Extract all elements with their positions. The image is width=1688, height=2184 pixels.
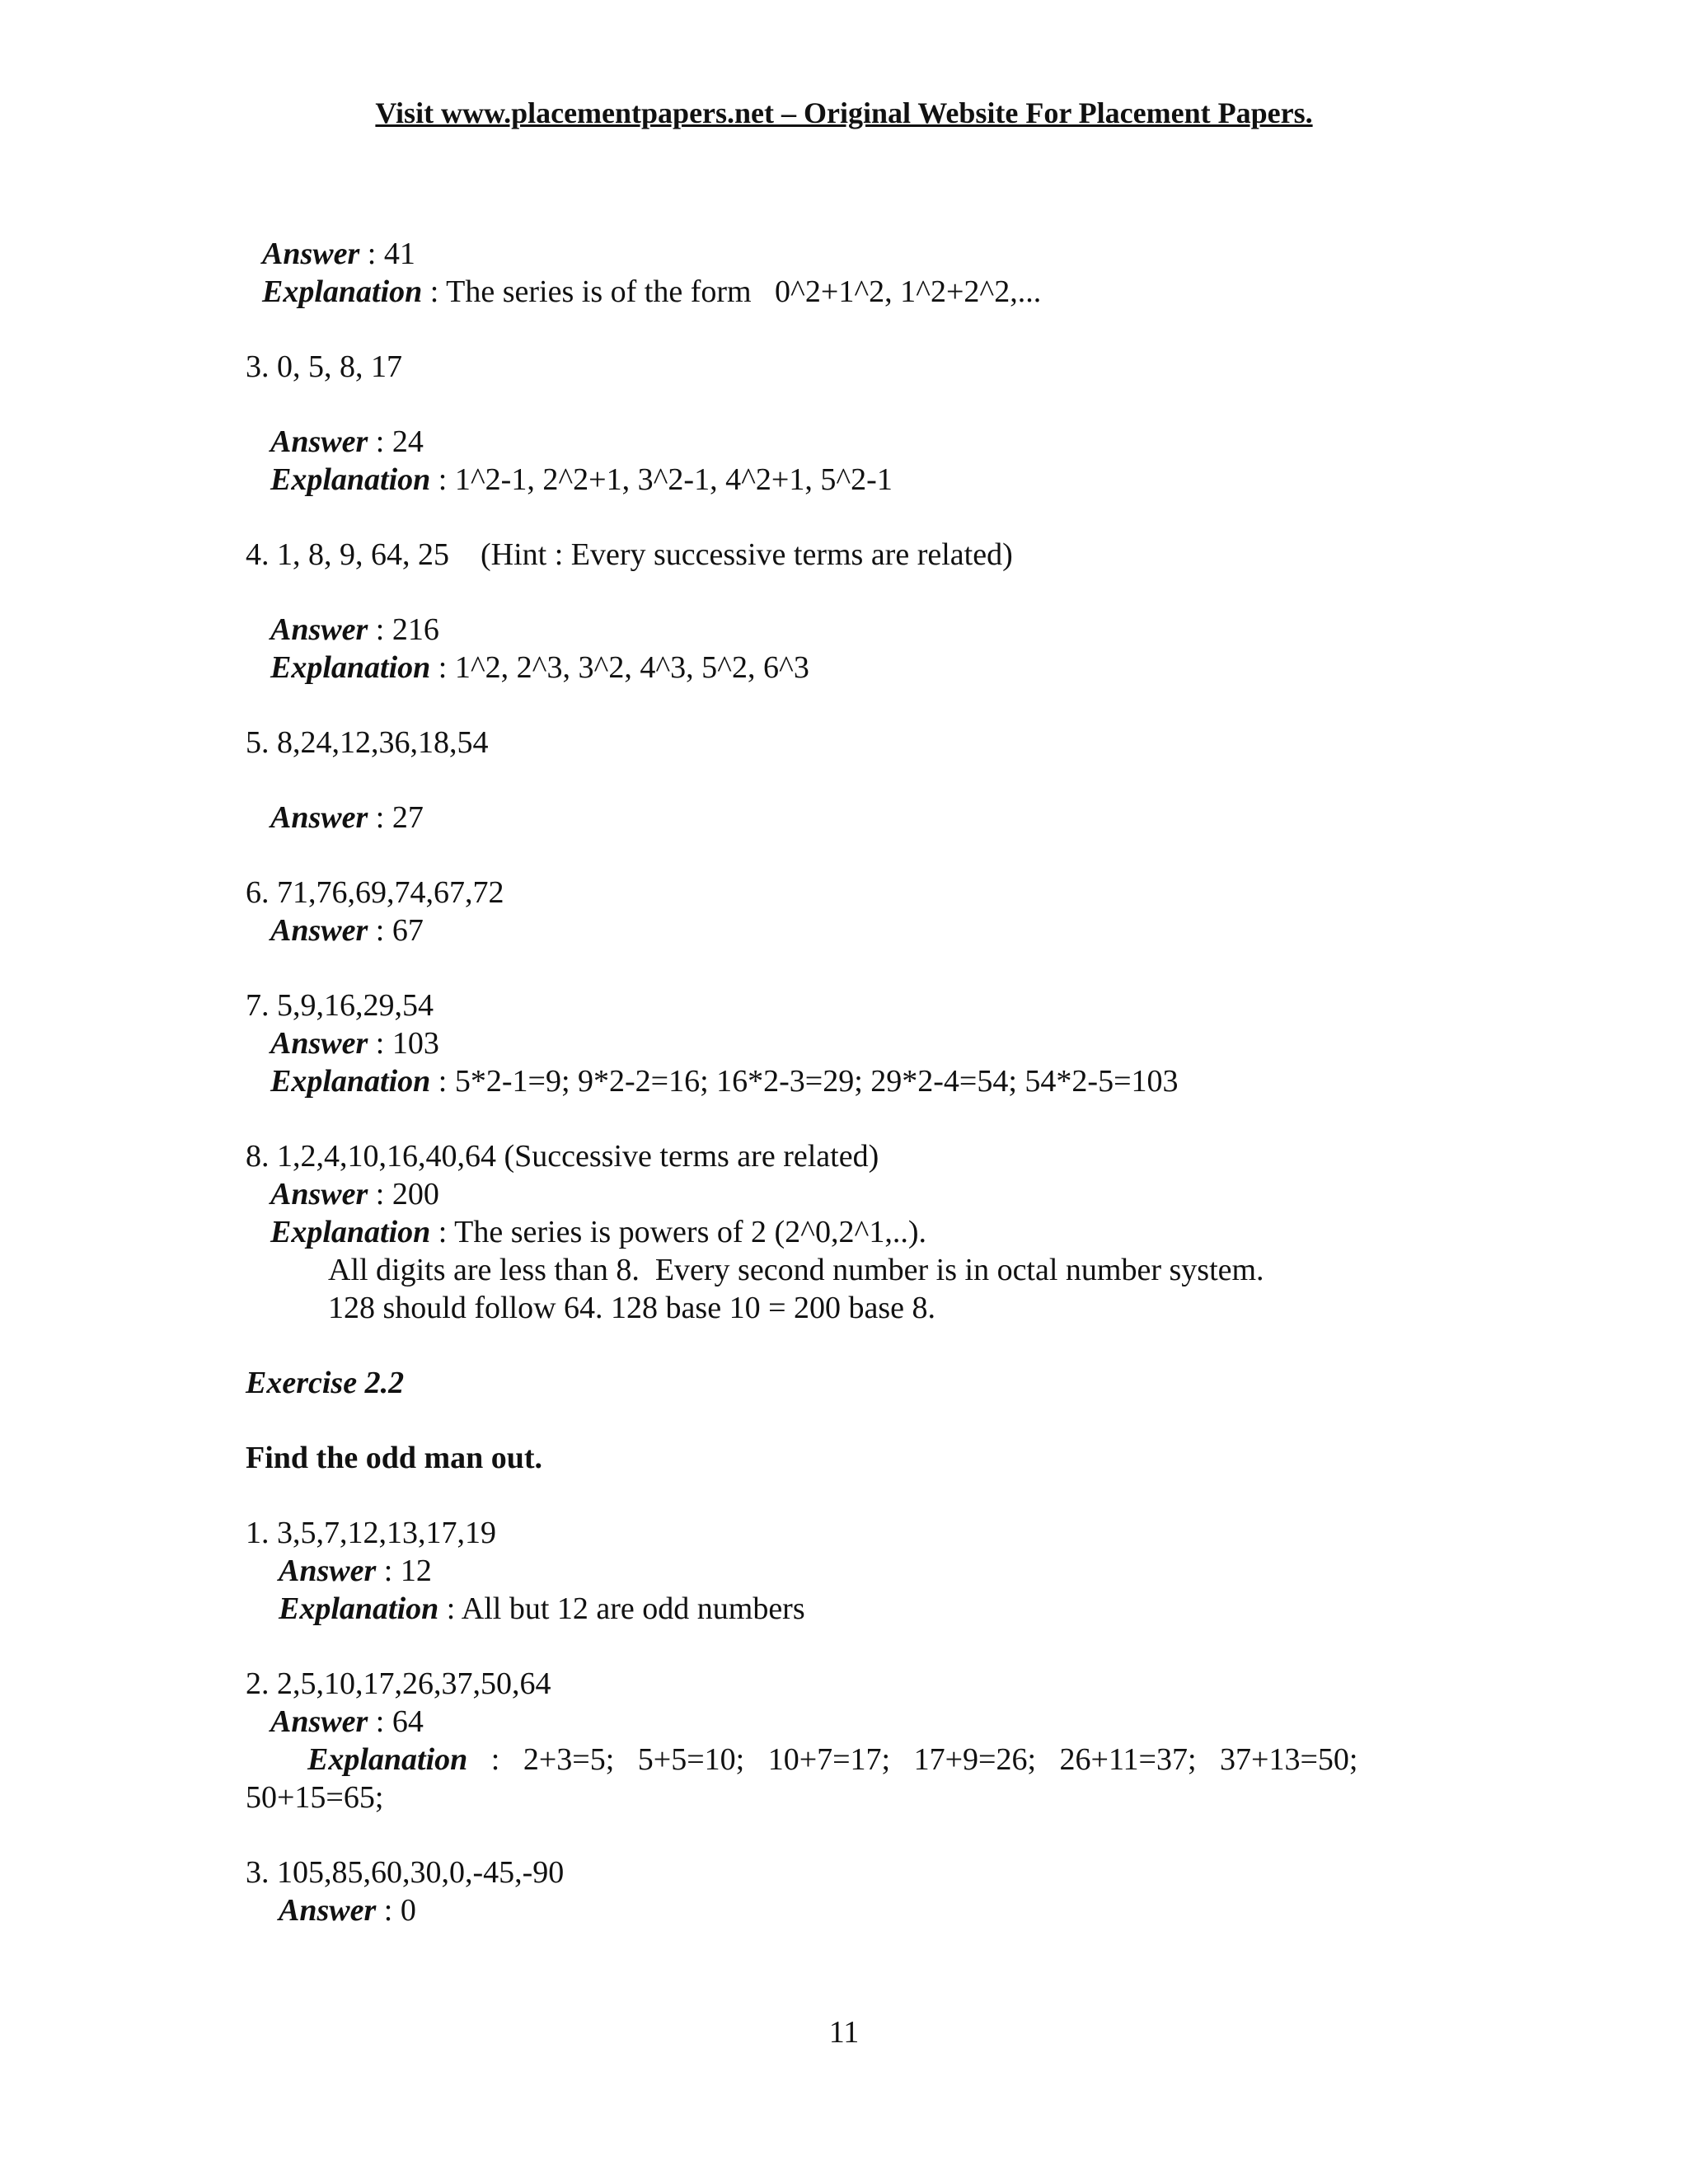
- answer-value: : 41: [359, 237, 415, 271]
- answer-line: [279, 1891, 416, 1929]
- explanation-continuation: 50+15=65;: [246, 1780, 384, 1815]
- explanation-label: Explanation: [307, 1742, 468, 1777]
- answer-value: : 24: [368, 424, 424, 459]
- question-5: 5. 8,24,12,36,18,54: [246, 725, 489, 760]
- explanation-line: [262, 273, 1041, 311]
- explanation-value: : 1^2, 2^3, 3^2, 4^3, 5^2, 6^3: [430, 650, 809, 685]
- answer-line: [270, 1175, 439, 1213]
- answer-label: Answer: [262, 237, 360, 271]
- answer-label: Answer: [279, 1893, 377, 1928]
- explanation-label: Explanation: [270, 1215, 431, 1249]
- answer-line: [279, 1552, 432, 1590]
- answer-label: Answer: [270, 612, 368, 647]
- explanation-value: : 1^2-1, 2^2+1, 3^2-1, 4^2+1, 5^2-1: [430, 462, 893, 497]
- answer-value: : 12: [376, 1554, 432, 1588]
- answer-value: : 67: [368, 913, 424, 948]
- explanation-line: [270, 1062, 1179, 1100]
- explanation-label: Explanation: [270, 650, 431, 685]
- explanation-continuation: All digits are less than 8. Every second number is in octal number system.: [328, 1253, 1264, 1287]
- answer-value: : 103: [368, 1026, 439, 1061]
- odd-question-1: 1. 3,5,7,12,13,17,19: [246, 1516, 496, 1550]
- explanation-label: Explanation: [262, 274, 423, 309]
- answer-line: [270, 423, 424, 461]
- explanation-value: : The series is powers of 2 (2^0,2^1,..).: [430, 1215, 926, 1249]
- explanation-value: : 5*2-1=9; 9*2-2=16; 16*2-3=29; 29*2-4=54; 54*2-5=103: [430, 1064, 1179, 1099]
- explanation-continuation: 128 should follow 64. 128 base 10 = 200 base 8.: [328, 1291, 936, 1325]
- explanation-value: : The series is of the form 0^2+1^2, 1^2+2^2,...: [422, 274, 1042, 309]
- page-number: 11: [828, 2015, 860, 2050]
- answer-label: Answer: [270, 1177, 368, 1212]
- answer-label: Answer: [270, 800, 368, 835]
- explanation-value: : All but 12 are odd numbers: [438, 1591, 805, 1626]
- page-header: Visit www.placementpapers.net – Original Website For Placement Papers.: [375, 96, 1313, 129]
- odd-question-2: 2. 2,5,10,17,26,37,50,64: [246, 1666, 551, 1701]
- explanation-label: Explanation: [270, 462, 431, 497]
- answer-label: Answer: [270, 1026, 368, 1061]
- odd-question-3: 3. 105,85,60,30,0,-45,-90: [246, 1855, 565, 1890]
- explanation-value: : 2+3=5; 5+5=10; 10+7=17; 17+9=26; 26+11=37; 37+13=50;: [467, 1742, 1358, 1777]
- answer-value: : 0: [376, 1893, 416, 1928]
- answer-value: : 200: [368, 1177, 439, 1212]
- answer-value: : 64: [368, 1704, 424, 1739]
- answer-label: Answer: [270, 913, 368, 948]
- explanation-line: [270, 461, 893, 499]
- explanation-label: Explanation: [279, 1591, 439, 1626]
- question-8: 8. 1,2,4,10,16,40,64 (Successive terms are related): [246, 1139, 879, 1174]
- question-4: 4. 1, 8, 9, 64, 25 (Hint : Every successive terms are related): [246, 537, 1013, 572]
- question-7: 7. 5,9,16,29,54: [246, 988, 434, 1023]
- explanation-line: [270, 1213, 926, 1251]
- question-6: 6. 71,76,69,74,67,72: [246, 875, 504, 910]
- question-3: 3. 0, 5, 8, 17: [246, 349, 402, 384]
- answer-line: [270, 1024, 439, 1062]
- exercise-title: Exercise 2.2: [246, 1366, 405, 1400]
- answer-label: Answer: [270, 424, 368, 459]
- explanation-line: [307, 1741, 1357, 1779]
- answer-line: [262, 235, 415, 273]
- exercise-instruction: Find the odd man out.: [246, 1441, 543, 1475]
- answer-label: Answer: [270, 1704, 368, 1739]
- explanation-line: [270, 649, 809, 687]
- answer-line: [270, 611, 439, 649]
- answer-value: : 27: [368, 800, 424, 835]
- answer-line: [270, 799, 424, 837]
- answer-value: : 216: [368, 612, 439, 647]
- explanation-label: Explanation: [270, 1064, 431, 1099]
- answer-line: [270, 1703, 424, 1741]
- answer-label: Answer: [279, 1554, 377, 1588]
- explanation-line: [279, 1590, 805, 1628]
- answer-line: [270, 912, 424, 949]
